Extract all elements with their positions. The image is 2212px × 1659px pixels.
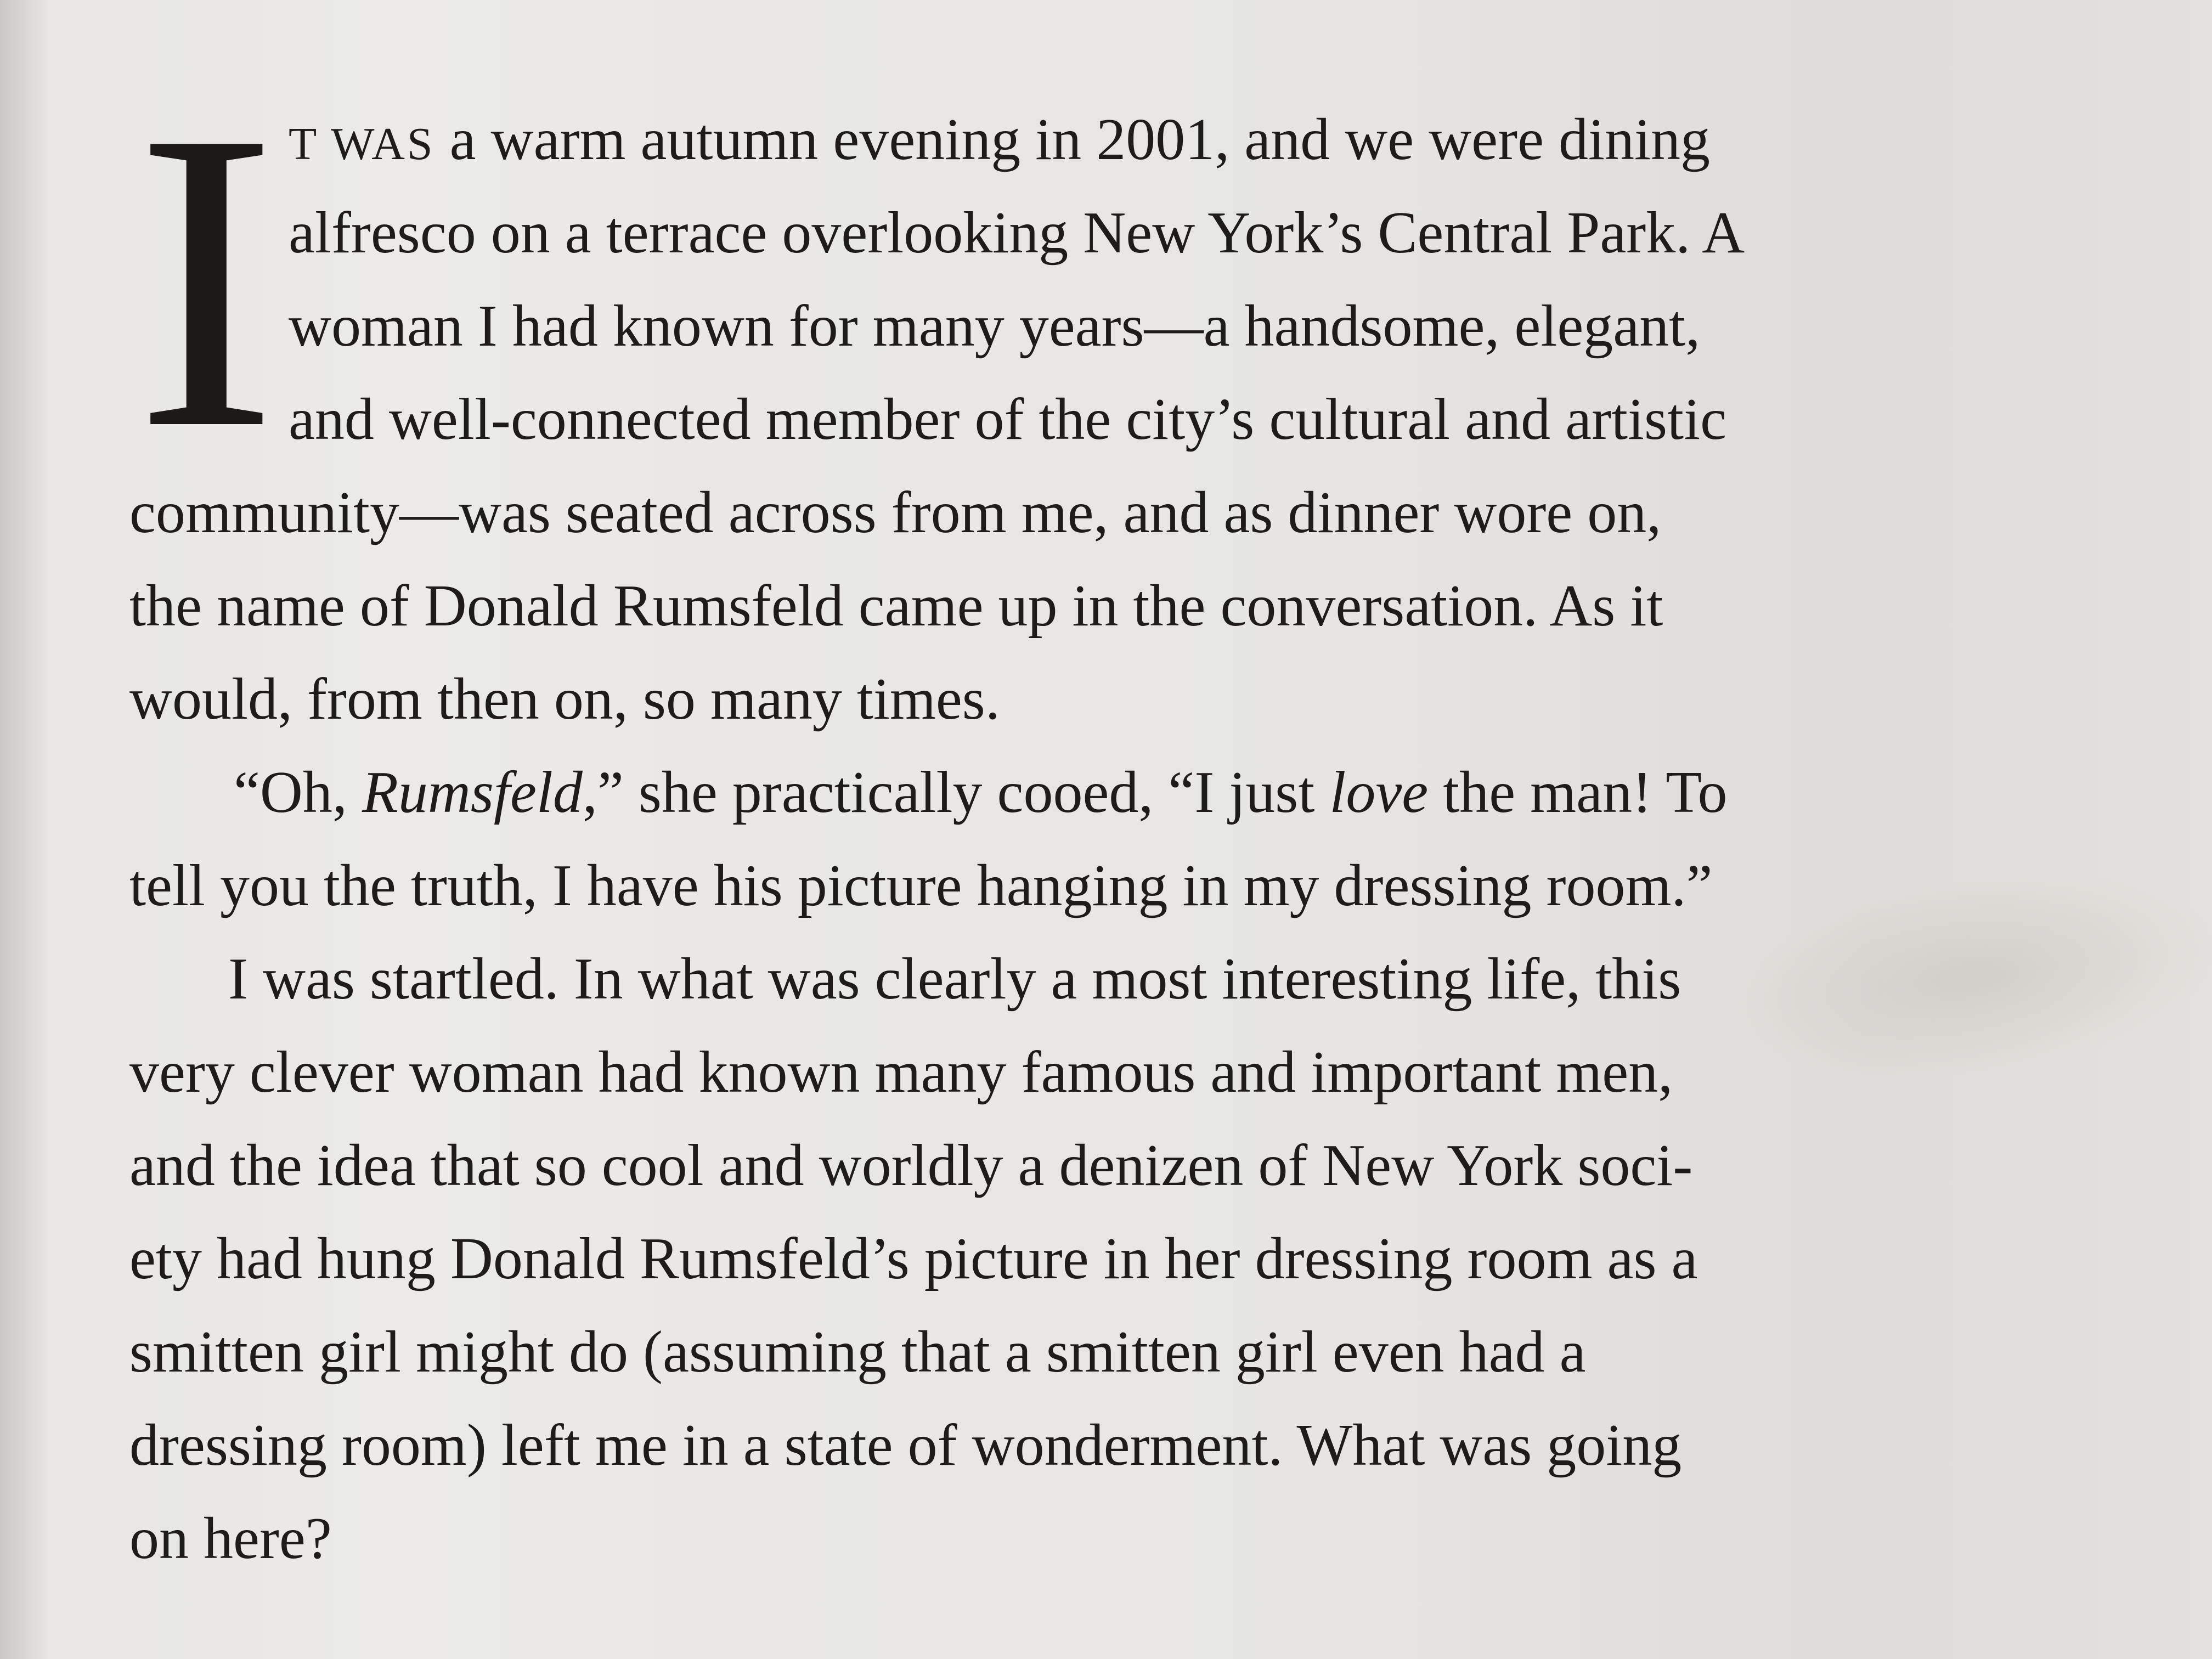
text-line bbox=[234, 746, 1728, 839]
text-line: community—was seated across from me, and as dinner wore on, bbox=[129, 480, 1662, 545]
text-line: very clever woman had known many famous and important men, bbox=[129, 1040, 1673, 1105]
text-line: the name of Donald Rumsfeld came up in the conversation. As it bbox=[129, 573, 1663, 639]
text-line: alfresco on a terrace overlooking New York’s Central Park. A bbox=[289, 200, 1745, 266]
text-line: and the idea that so cool and worldly a denizen of New York soci- bbox=[129, 1133, 1693, 1198]
quote-part: “Oh, bbox=[234, 760, 362, 825]
text-line: ety had hung Donald Rumsfeld’s picture in her dressing room as a bbox=[129, 1226, 1698, 1291]
quote-part: the man! To bbox=[1428, 760, 1728, 825]
text-line: would, from then on, so many times. bbox=[129, 667, 1000, 732]
italic-rumsfeld: Rumsfeld bbox=[362, 760, 583, 825]
text-line-rest: a warm autumn evening in 2001, and we were dining bbox=[435, 107, 1711, 172]
page-shadow bbox=[1717, 844, 2212, 1109]
italic-love: love bbox=[1329, 760, 1429, 825]
small-caps-opening: T WAS bbox=[289, 119, 435, 170]
text-line: woman I had known for many years—a handsome, elegant, bbox=[289, 294, 1701, 359]
text-line: and well-connected member of the city’s cultural and artistic bbox=[289, 387, 1727, 452]
text-line: dressing room) left me in a state of wonderment. What was going bbox=[129, 1413, 1682, 1478]
text-line: smitten girl might do (assuming that a smitten girl even had a bbox=[129, 1319, 1586, 1385]
text-line: on here? bbox=[129, 1506, 332, 1571]
text-line: tell you the truth, I have his picture hanging in my dressing room.” bbox=[129, 853, 1713, 918]
text-line bbox=[289, 93, 1710, 191]
text-line: I was startled. In what was clearly a most interesting life, this bbox=[228, 946, 1681, 1012]
drop-cap: I bbox=[135, 43, 278, 517]
quote-part: ,” she practically cooed, “I just bbox=[582, 760, 1330, 825]
